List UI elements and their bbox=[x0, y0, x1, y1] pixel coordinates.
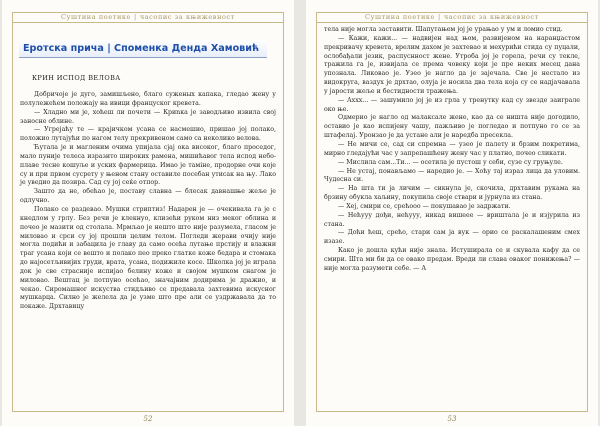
paragraph: Одмерио је нагло од малаксале жене, као да се ништа није догодило, оставио је као испијену чашу, пажљиво је погледао и потпуно го се за штафелај. Уронзао је да устане али је наредба пресекла. bbox=[324, 114, 580, 140]
right-page bbox=[306, 0, 598, 426]
paragraph: Зашто да не, обећао је, поставу славна — блесак давнашње жеље је одлучно. bbox=[20, 188, 276, 205]
paragraph: Полако се раздевао. Мушки стриптиз! Надарен је — очекивала га је с кнедлом у грлу. Без речи је клекнуо, клизећи руком низ меког облина и почео је мазити од столала. Мрмљао је нешто што није разумела, гласом је миловао и срси су јој прошли целим телом. Погледи жерави очију није могла подићи и забацила је главу да само осећа лутање прстију и влажни траг усана који се вешто и полако пео преко глатке коже бедара и стомака до најосетљивијих груди, врата, усана, подижиле косе. Школка јој је играла док је све страсније испијао белину коже и својом мушком снагом је миловао. Вештац је потпуно осећао, значајним додирима је дражио, и чекао. Сиромашног искуства стидљиво се предавала захтевима искусног мушкарца. Силно је желела да је узме што пре али се уздржавала да то покаже. Дрхтавицу bbox=[20, 205, 276, 311]
paragraph: — Аххх... — зашумило јој је из грла у тренутку кад су звезде заиграле око ње. bbox=[324, 96, 580, 113]
running-head-subtitle: часопис за књижевност bbox=[139, 13, 235, 21]
paragraph: — На шта ти ја личим — сикнула је, скочила, дрхтавим рукама на брзину обукла хаљину, покупила своје ствари и јурнула из стана. bbox=[324, 185, 580, 202]
header-rule bbox=[316, 22, 588, 23]
running-head-separator: | bbox=[438, 13, 441, 21]
running-head-separator: | bbox=[134, 13, 137, 21]
page-number: 53 bbox=[447, 415, 457, 423]
story-title-bar bbox=[19, 40, 267, 58]
header-rule bbox=[12, 22, 284, 23]
paragraph: — Доћи ћеш, срећо, стари сам ја вук — орио се раскалашеним смех изазе. bbox=[324, 229, 580, 246]
paragraph: Како је дошла кући није знала. Истуширала се и скувала кафу да се смири. Шта ми би да се овако предам. Вреди ли слава оваког понижења? — није могла разумети себе. — А bbox=[324, 247, 580, 272]
running-head-subtitle: часопис за књижевност bbox=[443, 13, 539, 21]
paragraph: Добричоје је дуго, замишљено, благо суженых капака, гледао жену у полулежећем положају на ивици француског кревета. bbox=[20, 91, 276, 107]
body-text bbox=[324, 26, 580, 274]
story-heading: КРИН ИСПОД ВЕЛОВА bbox=[32, 74, 121, 82]
left-page bbox=[2, 0, 294, 426]
paragraph: — Не мичи се, сад си спремна — узео је палету и брзим покретима, мирно гледајући час у запрепашћену жену час у платно, почео сликати. bbox=[324, 140, 580, 157]
running-head-journal: Суштина поетике bbox=[61, 13, 132, 21]
paragraph: Ћутала је и магленим очима упијала сјај ока високог, благо проседог, мало пуније телеса изразито широких рамена, мишићавог тела испод небоплаве тесне кошуље и уских фармерица. Имао је таміне, продорне очи које су и при првом сусрету у њеном стану оставиле посебан утисак на њу. Лако је уведио да позира. Сад су јој сеќе отпор. bbox=[20, 144, 276, 187]
paragraph: — Не устај, понављамо — наредио је. — Хоћу тај израз лица да уловим. Чудесна си. bbox=[324, 167, 580, 184]
paragraph: — Хеј, смири се, срећооо — покушавао је задржати. bbox=[338, 202, 511, 210]
paragraph: — Хладно ми је, хоћеш ли почети — Криnка је заводљиво извила свој заносне облине. bbox=[20, 108, 276, 125]
paragraph: — Мислила сам...Ти... — осетила је пустош у себи, сузе су груњуле. bbox=[338, 158, 563, 166]
story-title: Еротска прича | Споменка Денда Хамовић bbox=[23, 43, 259, 54]
paragraph: тела није могла заставити. Шапутањем јој је урањао у ум и ломио стид. bbox=[324, 26, 563, 33]
page-number: 52 bbox=[143, 415, 153, 423]
running-head-journal: Суштина поетике bbox=[365, 13, 436, 21]
paragraph: — Нећууу дођи, нећууу, никад вишеее — вриштала је и изјурила из стана. bbox=[324, 211, 580, 228]
running-head bbox=[2, 13, 294, 21]
paragraph: — Кажи, кажи... — надвијен над њом, развијеном на наранџастом прекривачу кревета, врелим дахом је захтевао и мехурићи стида су пуцали, ослобађали језик, распуснност жене. Утроба јој је горела, речи су текле, тражила га је, извијала се према човеку који је пре неких месец дана упознала. Ликовао је. Узео је нагло да је зајечала. Све је нестало из видокруга, ваздух је дрхтао, олуја је носила два тела која су се надјачавала у јарости жеље и бестидности тражења. bbox=[324, 34, 580, 95]
running-head bbox=[306, 13, 598, 21]
paragraph: — Угрејаћу те — крајичком усана се насмешио, пришао јој полако, положио лутајући по нагом телу прекривеном само са неколико велова. bbox=[20, 126, 276, 143]
body-text bbox=[20, 91, 276, 312]
